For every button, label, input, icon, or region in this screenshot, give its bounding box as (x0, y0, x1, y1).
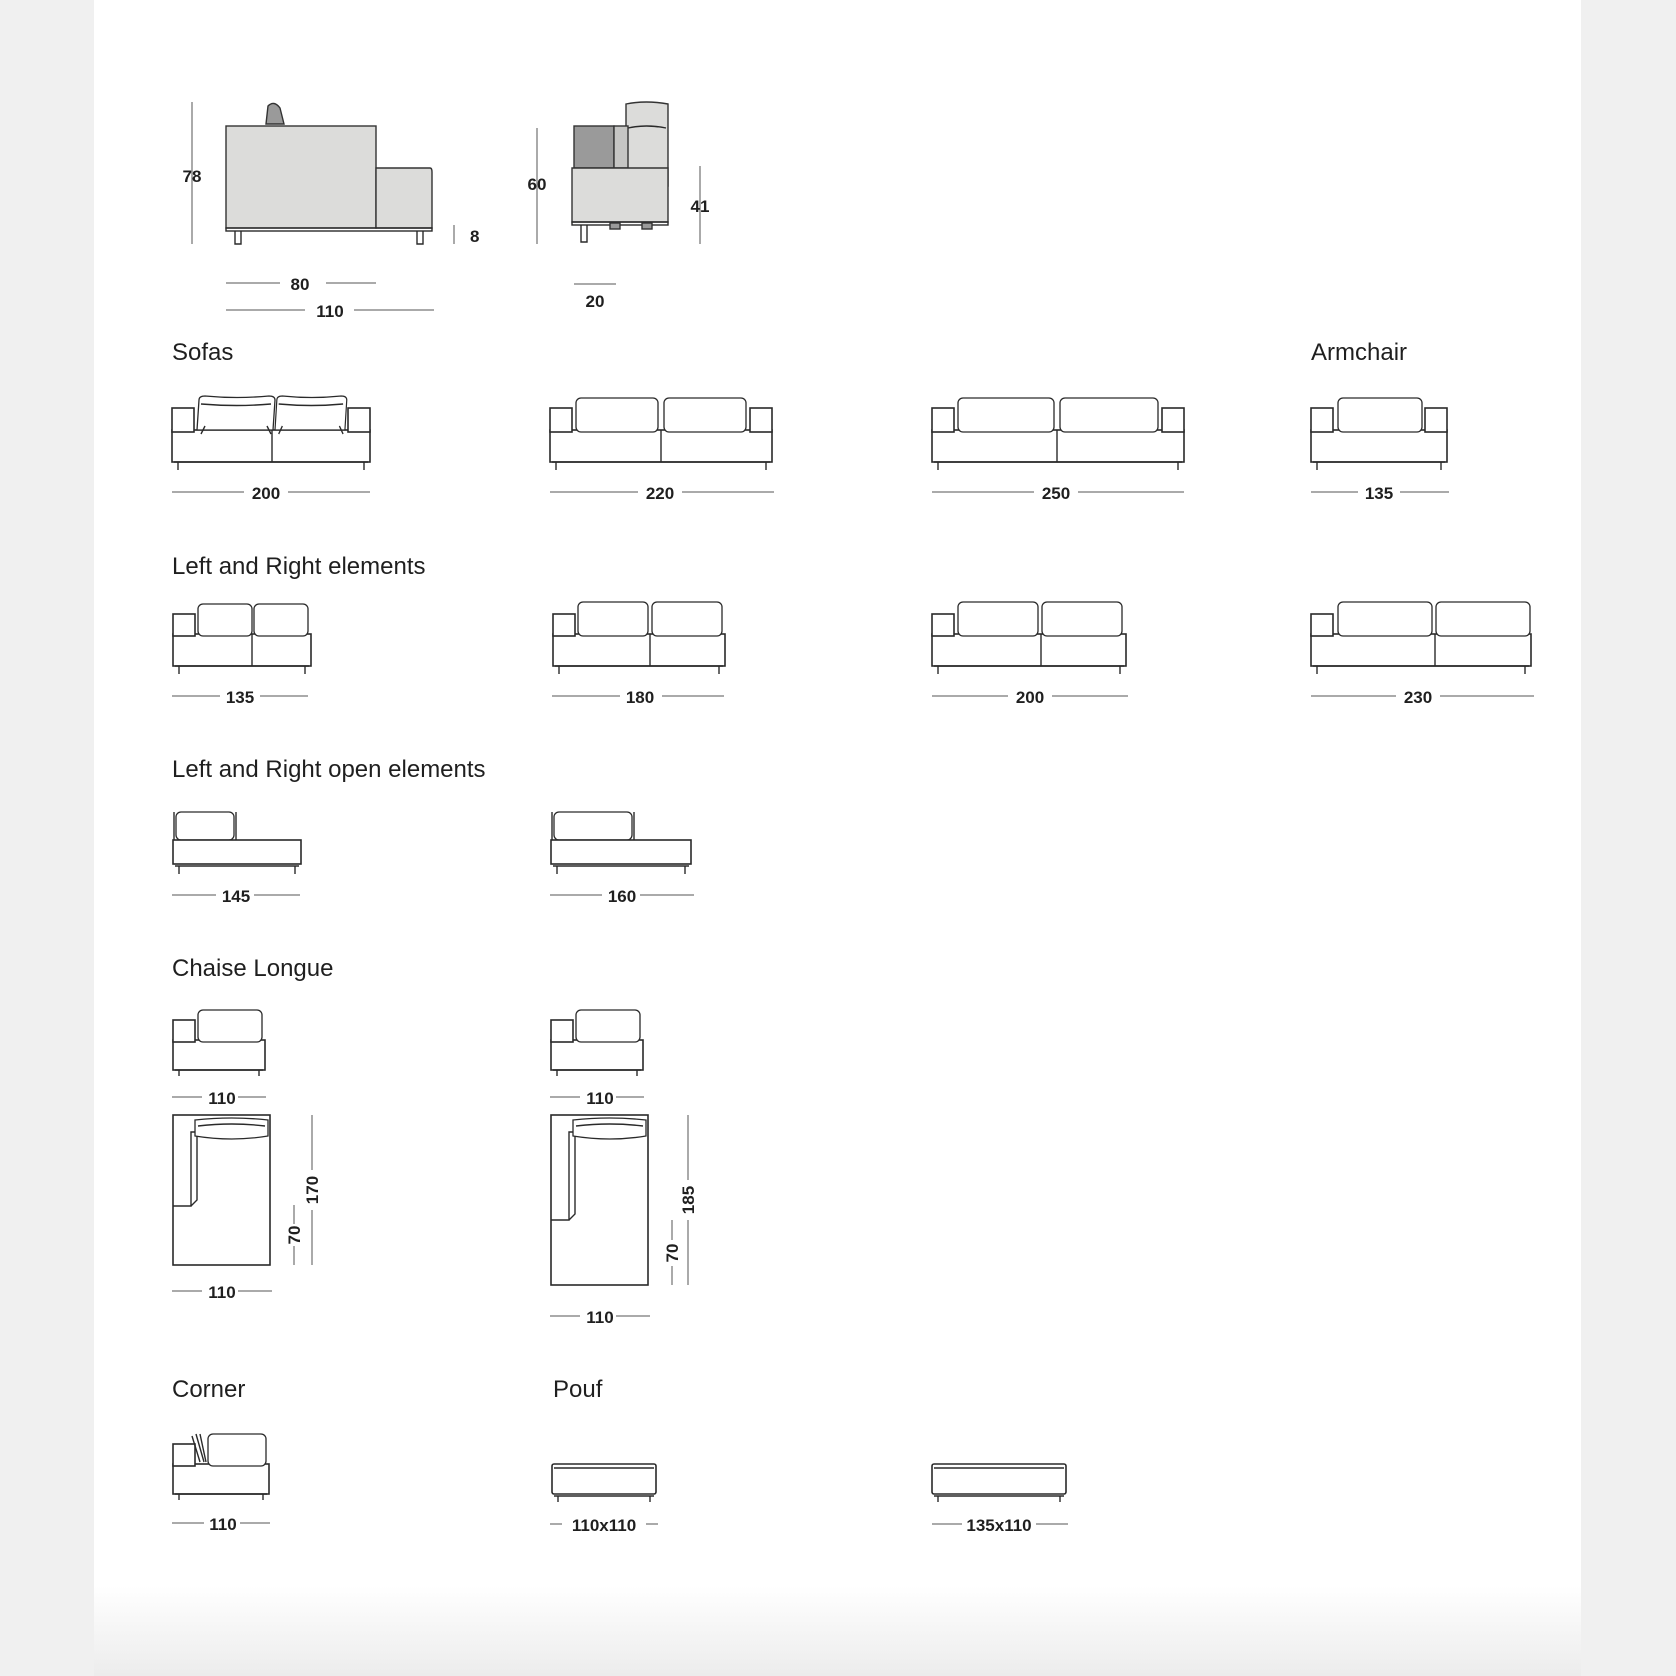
element-135-drawing (172, 604, 311, 696)
element-200-label: 200 (1015, 688, 1045, 707)
armchair-135-label: 135 (1364, 484, 1394, 503)
detail-seat-height-label: 41 (690, 197, 710, 216)
side-height-label: 78 (182, 167, 202, 186)
element-200-drawing (932, 602, 1128, 696)
chaise-plan-1-drawing (172, 1115, 312, 1291)
sofa-220-label: 220 (645, 484, 675, 503)
section-title-left-right-open: Left and Right open elements (172, 756, 486, 783)
side-view-drawing (192, 102, 454, 310)
bottom-shade (94, 1586, 1581, 1676)
pouf-110-label: 110x110 (571, 1516, 637, 1535)
dimension-drawings (94, 0, 1581, 1676)
chaise-plan-2-arm-label: 70 (663, 1243, 682, 1263)
sofa-250-label: 250 (1041, 484, 1071, 503)
chaise-front-1-label: 110 (208, 1089, 236, 1108)
element-135-label: 135 (225, 688, 255, 707)
chaise-plan-2-width-label: 110 (586, 1308, 614, 1327)
side-seat-depth-label: 80 (290, 275, 310, 294)
corner-110-drawing (172, 1434, 270, 1523)
open-element-145-label: 145 (221, 887, 251, 906)
chaise-plan-2-length-label: 185 (679, 1185, 698, 1215)
section-title-left-right: Left and Right elements (172, 553, 426, 580)
sofa-200-drawing (172, 396, 370, 492)
chaise-front-2-drawing (550, 1010, 644, 1097)
detail-back-height-label: 60 (527, 175, 547, 194)
chaise-plan-2-drawing (550, 1115, 688, 1316)
sofa-250-drawing (932, 398, 1184, 492)
chaise-front-2-label: 110 (586, 1089, 614, 1108)
chaise-plan-1-arm-label: 70 (285, 1225, 304, 1245)
detail-view-drawing (537, 102, 700, 284)
element-180-drawing (552, 602, 725, 696)
element-230-label: 230 (1403, 688, 1433, 707)
chaise-front-1-drawing (172, 1010, 266, 1097)
catalog-sheet (94, 0, 1581, 1676)
chaise-plan-1-length-label: 170 (303, 1175, 322, 1205)
side-leg-label: 8 (470, 227, 480, 246)
open-element-145-drawing (172, 812, 301, 895)
open-element-160-label: 160 (607, 887, 637, 906)
chaise-plan-1-width-label: 110 (208, 1283, 236, 1302)
element-180-label: 180 (625, 688, 655, 707)
pouf-135-drawing (932, 1464, 1068, 1524)
pouf-110-drawing (550, 1464, 658, 1524)
section-title-corner: Corner (172, 1376, 246, 1403)
sofa-220-drawing (550, 398, 774, 492)
detail-arm-width-label: 20 (585, 292, 605, 311)
section-title-armchair: Armchair (1311, 339, 1408, 366)
element-230-drawing (1311, 602, 1534, 696)
armchair-135-drawing (1311, 398, 1449, 492)
section-title-sofas: Sofas (172, 339, 234, 366)
open-element-160-drawing (550, 812, 694, 895)
corner-110-label: 110 (209, 1515, 237, 1534)
section-title-chaise: Chaise Longue (172, 955, 334, 982)
pouf-135-label: 135x110 (966, 1516, 1032, 1535)
section-title-pouf: Pouf (553, 1376, 603, 1403)
sofa-200-label: 200 (251, 484, 281, 503)
side-depth-label: 110 (316, 302, 344, 321)
